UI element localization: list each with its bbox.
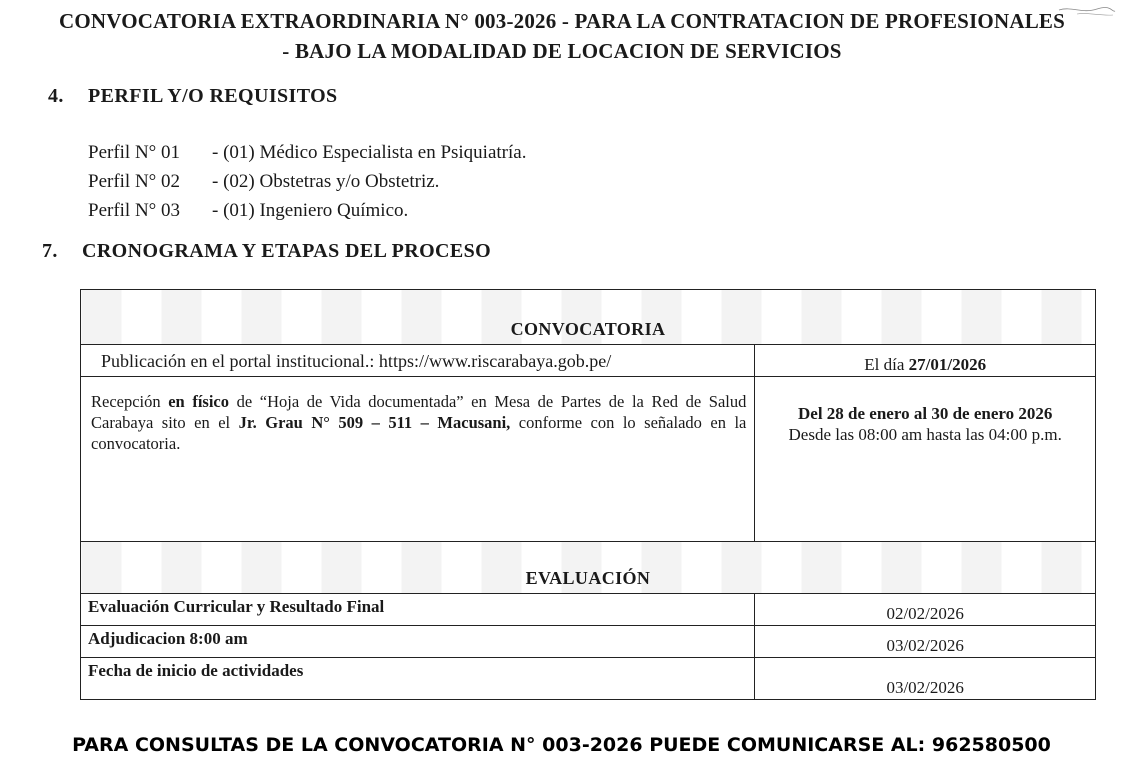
profile-item [88,196,526,225]
contact-footer: PARA CONSULTAS DE LA CONVOCATORIA N° 003-2026 PUEDE COMUNICARSE AL: 962580500 [72,734,1051,756]
section-heading-schedule [42,240,491,263]
reception-text: conforme con lo señalado en la convocatoria. [91,413,747,453]
profile-code: Perfil N° 03 [88,200,181,221]
reception-text: de “Hoja de Vida documentada” en Mesa de Partes de la Red de Salud Carabaya sito en el [91,392,747,432]
table-row [81,542,1096,594]
evaluation-date: 03/02/2026 [755,658,1096,700]
profile-list [88,138,526,225]
table-row [81,594,1096,626]
evaluacion-header: EVALUACIÓN [81,542,1096,594]
publication-date: 27/01/2026 [908,355,987,374]
table-row [81,658,1096,700]
reception-description [81,377,755,542]
profile-description: - (02) Obstetras y/o Obstetriz. [212,171,440,192]
document-title [12,6,1112,66]
publication-date-prefix: El día [864,355,905,374]
reception-address: Jr. Grau N° 509 – 511 – Macusani, [238,413,511,432]
profile-description: - (01) Ingeniero Químico. [212,200,409,221]
profile-item [88,167,526,196]
section-number: 7. [42,240,58,262]
evaluation-label: Evaluación Curricular y Resultado Final [81,594,755,626]
reception-hours: Desde las 08:00 am hasta las 04:00 p.m. [788,425,1062,444]
profile-description: - (01) Médico Especialista en Psiquiatría. [212,142,527,163]
evaluation-label: Adjudicacion 8:00 am [81,626,755,658]
evaluation-date: 03/02/2026 [755,626,1096,658]
title-line-1: CONVOCATORIA EXTRAORDINARIA N° 003-2026 - PARA LA CONTRATACION DE PROFESIONALES [58,9,1065,33]
evaluation-date: 02/02/2026 [755,594,1096,626]
table-row [81,626,1096,658]
profile-item [88,138,526,167]
reception-text-bold: en físico [168,392,229,411]
table-row [81,290,1096,345]
table-row [81,377,1096,542]
section-title: CRONOGRAMA Y ETAPAS DEL PROCESO [82,240,492,262]
profile-code: Perfil N° 02 [88,171,181,192]
reception-text: Recepción [91,392,169,411]
convocatoria-header: CONVOCATORIA [81,290,1096,345]
title-line-2: - BAJO LA MODALIDAD DE LOCACION DE SERVICIOS [282,39,842,63]
section-number: 4. [48,85,64,107]
reception-date-range: Del 28 de enero al 30 de enero 2026 [798,404,1053,423]
schedule-table [80,289,1096,700]
profile-code: Perfil N° 01 [88,142,181,163]
table-row [81,345,1096,377]
reception-date-cell [755,377,1096,542]
section-heading-profile [48,85,338,108]
publication-date-cell [755,345,1096,377]
section-title: PERFIL Y/O REQUISITOS [88,85,338,107]
publication-description: Publicación en el portal institucional.: https://www.riscarabaya.gob.pe/ [81,345,755,377]
evaluation-label: Fecha de inicio de actividades [81,658,755,700]
